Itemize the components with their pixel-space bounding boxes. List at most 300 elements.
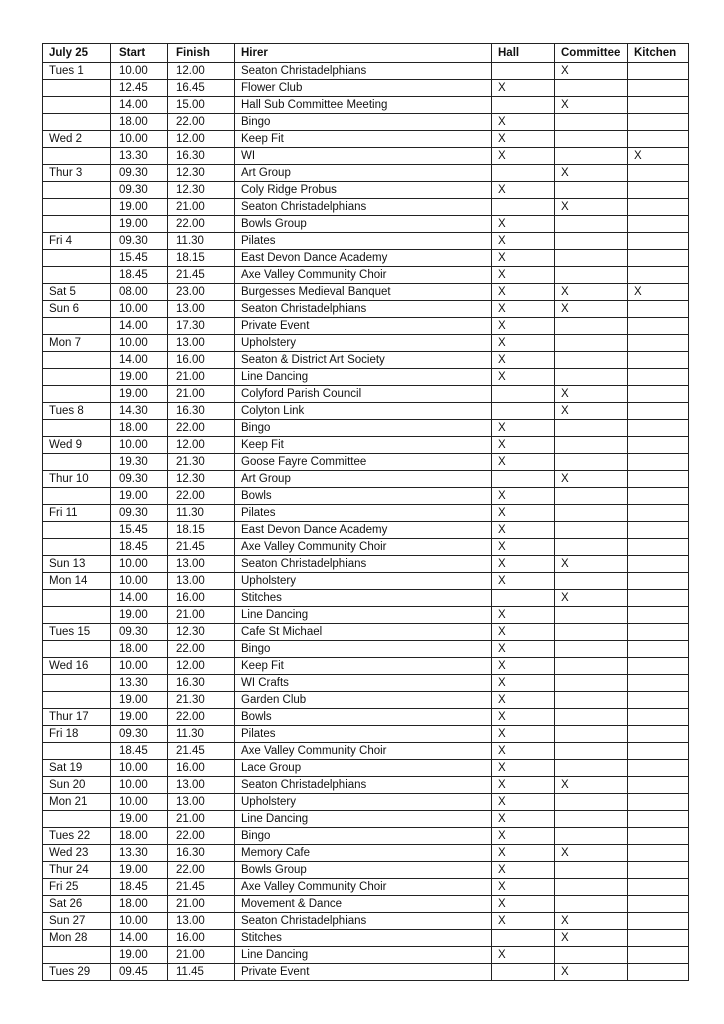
cell-start: 19.30 <box>111 454 168 471</box>
cell-hirer: Art Group <box>235 471 492 488</box>
cell-kitchen <box>628 641 689 658</box>
cell-start: 09.30 <box>111 182 168 199</box>
cell-hall: X <box>492 318 555 335</box>
header-start: Start <box>111 44 168 63</box>
cell-hall: X <box>492 301 555 318</box>
cell-hall: X <box>492 624 555 641</box>
table-row <box>43 641 689 658</box>
cell-start: 14.30 <box>111 403 168 420</box>
cell-kitchen <box>628 352 689 369</box>
cell-committee: X <box>555 777 628 794</box>
cell-start: 08.00 <box>111 284 168 301</box>
cell-hall: X <box>492 658 555 675</box>
cell-hirer: Stitches <box>235 590 492 607</box>
cell-hirer: Bingo <box>235 641 492 658</box>
table-row <box>43 794 689 811</box>
cell-finish: 21.45 <box>168 539 235 556</box>
table-row <box>43 318 689 335</box>
cell-committee <box>555 692 628 709</box>
cell-committee: X <box>555 199 628 216</box>
cell-finish: 22.00 <box>168 114 235 131</box>
cell-hirer: WI Crafts <box>235 675 492 692</box>
table-row <box>43 505 689 522</box>
cell-kitchen <box>628 250 689 267</box>
table-row <box>43 454 689 471</box>
cell-kitchen <box>628 267 689 284</box>
cell-hirer: Seaton Christadelphians <box>235 199 492 216</box>
cell-kitchen <box>628 437 689 454</box>
cell-start: 10.00 <box>111 913 168 930</box>
header-date: July 25 <box>43 44 111 63</box>
cell-hall: X <box>492 182 555 199</box>
cell-date: Sun 13 <box>43 556 111 573</box>
cell-committee: X <box>555 284 628 301</box>
cell-hall: X <box>492 454 555 471</box>
cell-hall <box>492 471 555 488</box>
cell-committee: X <box>555 63 628 80</box>
cell-finish: 16.30 <box>168 845 235 862</box>
cell-hall: X <box>492 675 555 692</box>
cell-committee: X <box>555 845 628 862</box>
cell-finish: 16.30 <box>168 675 235 692</box>
cell-date <box>43 607 111 624</box>
table-row <box>43 964 689 981</box>
cell-start: 18.00 <box>111 114 168 131</box>
cell-committee <box>555 641 628 658</box>
cell-date: Sat 26 <box>43 896 111 913</box>
cell-kitchen <box>628 726 689 743</box>
cell-hirer: Upholstery <box>235 794 492 811</box>
cell-committee <box>555 216 628 233</box>
cell-finish: 17.30 <box>168 318 235 335</box>
cell-kitchen <box>628 165 689 182</box>
cell-hall: X <box>492 420 555 437</box>
cell-hall: X <box>492 726 555 743</box>
cell-finish: 11.45 <box>168 964 235 981</box>
cell-committee <box>555 709 628 726</box>
cell-committee <box>555 369 628 386</box>
cell-hirer: Lace Group <box>235 760 492 777</box>
table-row <box>43 845 689 862</box>
cell-finish: 13.00 <box>168 335 235 352</box>
cell-date: Sat 19 <box>43 760 111 777</box>
cell-start: 19.00 <box>111 199 168 216</box>
cell-start: 10.00 <box>111 794 168 811</box>
cell-hall: X <box>492 267 555 284</box>
cell-finish: 12.00 <box>168 131 235 148</box>
cell-kitchen <box>628 301 689 318</box>
table-row <box>43 522 689 539</box>
cell-date: Sun 27 <box>43 913 111 930</box>
cell-kitchen <box>628 658 689 675</box>
cell-finish: 12.30 <box>168 165 235 182</box>
cell-hirer: Cafe St Michael <box>235 624 492 641</box>
cell-hirer: Flower Club <box>235 80 492 97</box>
table-row <box>43 284 689 301</box>
cell-hall <box>492 199 555 216</box>
cell-date: Wed 2 <box>43 131 111 148</box>
cell-kitchen <box>628 63 689 80</box>
cell-start: 19.00 <box>111 692 168 709</box>
cell-start: 13.30 <box>111 148 168 165</box>
cell-start: 14.00 <box>111 318 168 335</box>
cell-start: 19.00 <box>111 488 168 505</box>
cell-kitchen <box>628 216 689 233</box>
cell-date <box>43 539 111 556</box>
cell-hall <box>492 63 555 80</box>
cell-date: Mon 7 <box>43 335 111 352</box>
cell-start: 10.00 <box>111 63 168 80</box>
cell-hall: X <box>492 131 555 148</box>
cell-kitchen <box>628 539 689 556</box>
cell-start: 14.00 <box>111 97 168 114</box>
cell-kitchen <box>628 777 689 794</box>
cell-hall <box>492 97 555 114</box>
cell-committee <box>555 437 628 454</box>
cell-date <box>43 352 111 369</box>
cell-finish: 13.00 <box>168 794 235 811</box>
cell-hall: X <box>492 709 555 726</box>
cell-finish: 21.45 <box>168 879 235 896</box>
cell-hirer: Bingo <box>235 828 492 845</box>
cell-start: 19.00 <box>111 811 168 828</box>
cell-hirer: Garden Club <box>235 692 492 709</box>
cell-start: 19.00 <box>111 386 168 403</box>
cell-date <box>43 641 111 658</box>
cell-hirer: Pilates <box>235 726 492 743</box>
cell-hall: X <box>492 335 555 352</box>
cell-finish: 22.00 <box>168 828 235 845</box>
cell-committee: X <box>555 403 628 420</box>
cell-kitchen <box>628 913 689 930</box>
cell-kitchen <box>628 692 689 709</box>
cell-finish: 18.15 <box>168 522 235 539</box>
cell-hirer: Bingo <box>235 114 492 131</box>
table-row <box>43 624 689 641</box>
cell-hall: X <box>492 284 555 301</box>
cell-hirer: Line Dancing <box>235 607 492 624</box>
cell-kitchen <box>628 114 689 131</box>
cell-hirer: Seaton & District Art Society <box>235 352 492 369</box>
cell-finish: 21.45 <box>168 743 235 760</box>
cell-finish: 13.00 <box>168 573 235 590</box>
cell-committee <box>555 454 628 471</box>
cell-hall <box>492 403 555 420</box>
table-row <box>43 590 689 607</box>
cell-finish: 16.00 <box>168 590 235 607</box>
cell-hall: X <box>492 828 555 845</box>
cell-hirer: Colyton Link <box>235 403 492 420</box>
table-row <box>43 862 689 879</box>
table-row <box>43 250 689 267</box>
cell-hirer: Line Dancing <box>235 811 492 828</box>
cell-finish: 12.00 <box>168 658 235 675</box>
cell-finish: 12.00 <box>168 437 235 454</box>
cell-hall: X <box>492 862 555 879</box>
cell-kitchen <box>628 335 689 352</box>
cell-hirer: Axe Valley Community Choir <box>235 743 492 760</box>
cell-hirer: East Devon Dance Academy <box>235 250 492 267</box>
table-row <box>43 947 689 964</box>
cell-committee <box>555 862 628 879</box>
cell-finish: 13.00 <box>168 556 235 573</box>
cell-kitchen <box>628 811 689 828</box>
table-row <box>43 403 689 420</box>
cell-date <box>43 522 111 539</box>
cell-committee <box>555 947 628 964</box>
cell-kitchen <box>628 471 689 488</box>
cell-kitchen <box>628 97 689 114</box>
table-row <box>43 199 689 216</box>
cell-start: 15.45 <box>111 522 168 539</box>
cell-date: Fri 4 <box>43 233 111 250</box>
table-row <box>43 913 689 930</box>
cell-kitchen <box>628 607 689 624</box>
cell-committee <box>555 522 628 539</box>
cell-finish: 13.00 <box>168 301 235 318</box>
cell-committee <box>555 505 628 522</box>
cell-committee <box>555 573 628 590</box>
cell-date: Tues 15 <box>43 624 111 641</box>
table-row <box>43 301 689 318</box>
cell-kitchen <box>628 709 689 726</box>
table-row <box>43 658 689 675</box>
cell-finish: 21.00 <box>168 811 235 828</box>
cell-committee: X <box>555 97 628 114</box>
table-row <box>43 267 689 284</box>
cell-finish: 12.30 <box>168 624 235 641</box>
cell-hall: X <box>492 760 555 777</box>
cell-start: 18.45 <box>111 539 168 556</box>
cell-start: 10.00 <box>111 131 168 148</box>
cell-finish: 21.30 <box>168 692 235 709</box>
cell-finish: 21.00 <box>168 896 235 913</box>
cell-committee <box>555 335 628 352</box>
cell-hirer: Art Group <box>235 165 492 182</box>
cell-hall: X <box>492 947 555 964</box>
cell-start: 12.45 <box>111 80 168 97</box>
cell-date <box>43 97 111 114</box>
cell-finish: 13.00 <box>168 913 235 930</box>
cell-start: 13.30 <box>111 675 168 692</box>
cell-hirer: Bowls Group <box>235 216 492 233</box>
cell-finish: 21.00 <box>168 607 235 624</box>
cell-hall: X <box>492 250 555 267</box>
cell-kitchen <box>628 573 689 590</box>
cell-hall <box>492 930 555 947</box>
cell-finish: 22.00 <box>168 862 235 879</box>
cell-kitchen <box>628 760 689 777</box>
cell-start: 14.00 <box>111 352 168 369</box>
table-row <box>43 369 689 386</box>
cell-finish: 16.00 <box>168 760 235 777</box>
cell-hall: X <box>492 148 555 165</box>
cell-finish: 21.45 <box>168 267 235 284</box>
cell-hall: X <box>492 896 555 913</box>
cell-hall <box>492 165 555 182</box>
cell-kitchen <box>628 454 689 471</box>
table-row <box>43 63 689 80</box>
cell-hall: X <box>492 522 555 539</box>
table-row <box>43 692 689 709</box>
cell-date <box>43 420 111 437</box>
table-row <box>43 896 689 913</box>
table-row <box>43 352 689 369</box>
table-row <box>43 148 689 165</box>
cell-finish: 22.00 <box>168 488 235 505</box>
cell-kitchen <box>628 556 689 573</box>
cell-start: 09.45 <box>111 964 168 981</box>
cell-date: Thur 17 <box>43 709 111 726</box>
cell-date: Thur 3 <box>43 165 111 182</box>
cell-hirer: Pilates <box>235 505 492 522</box>
table-row <box>43 879 689 896</box>
cell-committee <box>555 828 628 845</box>
table-row <box>43 675 689 692</box>
table-row <box>43 811 689 828</box>
cell-committee <box>555 233 628 250</box>
cell-hirer: Bowls <box>235 488 492 505</box>
cell-start: 10.00 <box>111 556 168 573</box>
cell-kitchen <box>628 930 689 947</box>
cell-committee <box>555 896 628 913</box>
table-row <box>43 233 689 250</box>
cell-committee: X <box>555 386 628 403</box>
cell-start: 19.00 <box>111 369 168 386</box>
cell-finish: 23.00 <box>168 284 235 301</box>
cell-date: Mon 28 <box>43 930 111 947</box>
cell-hall <box>492 386 555 403</box>
booking-table-body <box>43 63 689 981</box>
cell-committee <box>555 607 628 624</box>
cell-hirer: Axe Valley Community Choir <box>235 879 492 896</box>
cell-kitchen <box>628 233 689 250</box>
cell-kitchen <box>628 182 689 199</box>
table-row <box>43 437 689 454</box>
cell-committee: X <box>555 165 628 182</box>
cell-finish: 12.00 <box>168 63 235 80</box>
header-committee: Committee <box>555 44 628 63</box>
cell-date <box>43 182 111 199</box>
cell-start: 19.00 <box>111 947 168 964</box>
cell-start: 18.00 <box>111 420 168 437</box>
cell-hall: X <box>492 114 555 131</box>
cell-date <box>43 488 111 505</box>
cell-hall: X <box>492 794 555 811</box>
cell-hall: X <box>492 879 555 896</box>
cell-finish: 16.00 <box>168 352 235 369</box>
cell-kitchen <box>628 199 689 216</box>
cell-date <box>43 692 111 709</box>
cell-hall: X <box>492 607 555 624</box>
cell-kitchen <box>628 488 689 505</box>
table-row <box>43 114 689 131</box>
cell-start: 10.00 <box>111 573 168 590</box>
table-row <box>43 743 689 760</box>
table-row <box>43 573 689 590</box>
table-row <box>43 760 689 777</box>
cell-date: Wed 16 <box>43 658 111 675</box>
table-row <box>43 335 689 352</box>
cell-finish: 13.00 <box>168 777 235 794</box>
cell-date: Tues 29 <box>43 964 111 981</box>
cell-date <box>43 267 111 284</box>
cell-kitchen <box>628 80 689 97</box>
cell-kitchen <box>628 845 689 862</box>
cell-date: Thur 24 <box>43 862 111 879</box>
cell-committee: X <box>555 964 628 981</box>
cell-committee: X <box>555 930 628 947</box>
cell-start: 14.00 <box>111 930 168 947</box>
cell-hall: X <box>492 369 555 386</box>
cell-hall: X <box>492 437 555 454</box>
cell-start: 10.00 <box>111 777 168 794</box>
cell-date: Fri 25 <box>43 879 111 896</box>
cell-date: Fri 11 <box>43 505 111 522</box>
cell-date: Sun 6 <box>43 301 111 318</box>
cell-start: 09.30 <box>111 505 168 522</box>
cell-committee <box>555 624 628 641</box>
cell-kitchen <box>628 947 689 964</box>
cell-hirer: Line Dancing <box>235 947 492 964</box>
table-row <box>43 471 689 488</box>
table-row <box>43 131 689 148</box>
cell-hirer: Upholstery <box>235 573 492 590</box>
cell-finish: 21.00 <box>168 386 235 403</box>
cell-hirer: Upholstery <box>235 335 492 352</box>
cell-hall <box>492 590 555 607</box>
cell-committee <box>555 352 628 369</box>
cell-kitchen <box>628 896 689 913</box>
cell-finish: 11.30 <box>168 233 235 250</box>
table-row <box>43 726 689 743</box>
cell-hirer: Memory Cafe <box>235 845 492 862</box>
cell-hirer: Seaton Christadelphians <box>235 556 492 573</box>
cell-hirer: Bowls Group <box>235 862 492 879</box>
cell-hirer: Seaton Christadelphians <box>235 777 492 794</box>
cell-finish: 16.00 <box>168 930 235 947</box>
cell-date: Tues 22 <box>43 828 111 845</box>
cell-hirer: Keep Fit <box>235 437 492 454</box>
cell-start: 19.00 <box>111 709 168 726</box>
cell-date: Wed 9 <box>43 437 111 454</box>
cell-hall: X <box>492 505 555 522</box>
cell-finish: 12.30 <box>168 471 235 488</box>
cell-start: 15.45 <box>111 250 168 267</box>
table-row <box>43 828 689 845</box>
cell-start: 09.30 <box>111 624 168 641</box>
cell-committee: X <box>555 301 628 318</box>
cell-hirer: Goose Fayre Committee <box>235 454 492 471</box>
cell-date <box>43 148 111 165</box>
cell-start: 18.45 <box>111 267 168 284</box>
cell-date: Mon 21 <box>43 794 111 811</box>
cell-finish: 21.00 <box>168 199 235 216</box>
cell-date: Tues 1 <box>43 63 111 80</box>
cell-committee <box>555 250 628 267</box>
cell-committee <box>555 726 628 743</box>
cell-finish: 21.30 <box>168 454 235 471</box>
cell-hall: X <box>492 352 555 369</box>
cell-hall: X <box>492 777 555 794</box>
cell-kitchen <box>628 743 689 760</box>
table-row <box>43 386 689 403</box>
header-kitchen: Kitchen <box>628 44 689 63</box>
cell-hirer: Seaton Christadelphians <box>235 63 492 80</box>
cell-committee <box>555 488 628 505</box>
cell-start: 09.30 <box>111 165 168 182</box>
cell-hirer: Bowls <box>235 709 492 726</box>
